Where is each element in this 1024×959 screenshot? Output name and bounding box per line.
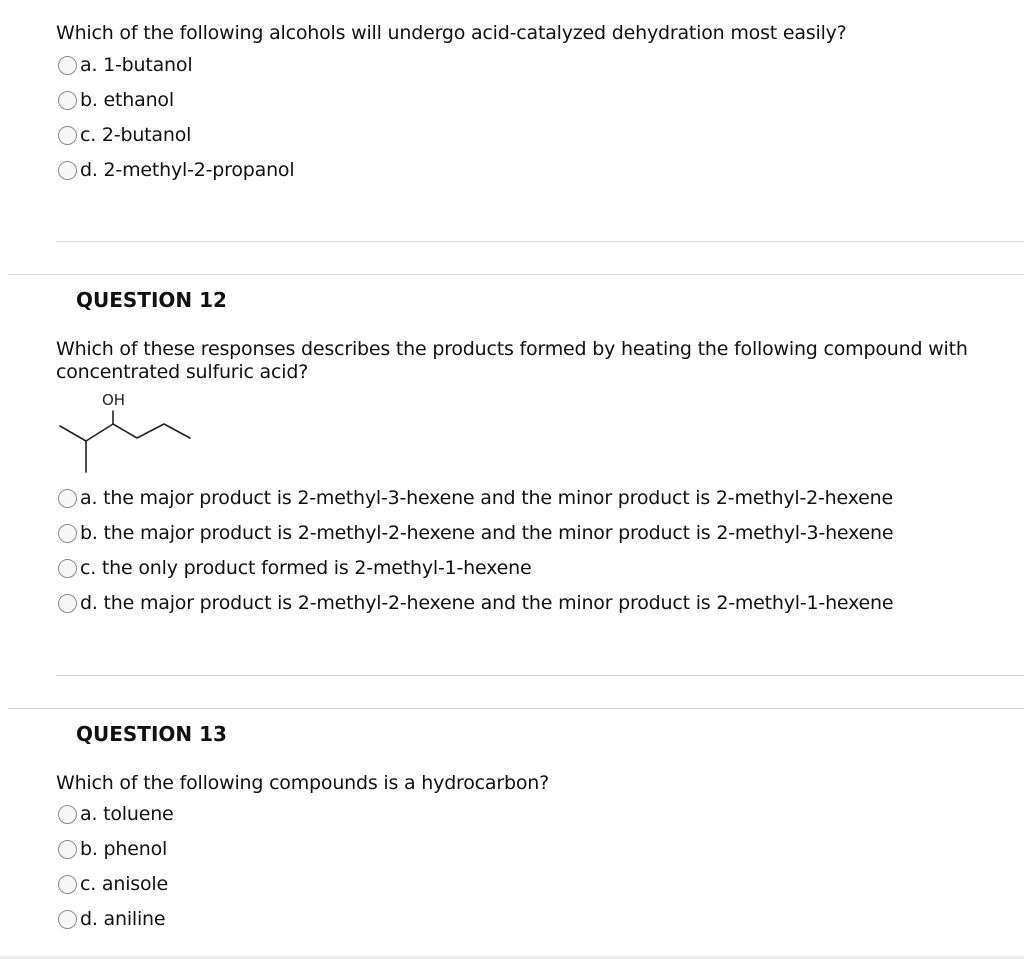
chemical-structure-image bbox=[56, 386, 206, 478]
option-label: c. 2-butanol bbox=[80, 124, 192, 146]
q11-option-c[interactable] bbox=[58, 123, 191, 147]
radio-button[interactable] bbox=[58, 840, 77, 859]
radio-button[interactable] bbox=[58, 910, 77, 929]
radio-button[interactable] bbox=[58, 489, 77, 508]
question-13-heading: QUESTION 13 bbox=[76, 722, 227, 746]
q13-option-c[interactable] bbox=[58, 872, 168, 896]
option-label: a. 1-butanol bbox=[80, 54, 193, 76]
option-label: b. ethanol bbox=[80, 89, 174, 111]
radio-button[interactable] bbox=[58, 126, 77, 145]
question-13-prompt: Which of the following compounds is a hydrocarbon? bbox=[56, 772, 549, 794]
q13-option-b[interactable] bbox=[58, 837, 167, 861]
radio-button[interactable] bbox=[58, 56, 77, 75]
radio-button[interactable] bbox=[58, 91, 77, 110]
option-label: d. aniline bbox=[80, 908, 166, 930]
option-label: a. toluene bbox=[80, 803, 174, 825]
question-separator bbox=[8, 274, 1024, 275]
option-label: c. anisole bbox=[80, 873, 168, 895]
radio-button[interactable] bbox=[58, 559, 77, 578]
question-12-heading: QUESTION 12 bbox=[76, 288, 227, 312]
hydroxyl-label: OH bbox=[102, 391, 126, 409]
radio-button[interactable] bbox=[58, 805, 77, 824]
divider bbox=[56, 241, 1024, 242]
page-bottom-edge bbox=[0, 954, 1024, 959]
option-label: d. the major product is 2-methyl-2-hexene and the minor product is 2-methyl-1-hexene bbox=[80, 592, 894, 614]
option-label: b. the major product is 2-methyl-2-hexene and the minor product is 2-methyl-3-hexene bbox=[80, 522, 894, 544]
question-11-prompt: Which of the following alcohols will undergo acid-catalyzed dehydration most easily? bbox=[56, 22, 847, 44]
divider bbox=[56, 675, 1024, 676]
q12-option-c[interactable] bbox=[58, 556, 531, 580]
radio-button[interactable] bbox=[58, 524, 77, 543]
option-label: d. 2-methyl-2-propanol bbox=[80, 159, 295, 181]
option-label: a. the major product is 2-methyl-3-hexene and the minor product is 2-methyl-2-hexene bbox=[80, 487, 893, 509]
q11-option-d[interactable] bbox=[58, 158, 294, 182]
q12-option-a[interactable] bbox=[58, 486, 893, 510]
q13-option-a[interactable] bbox=[58, 802, 174, 826]
q11-option-b[interactable] bbox=[58, 88, 174, 112]
radio-button[interactable] bbox=[58, 875, 77, 894]
option-label: b. phenol bbox=[80, 838, 168, 860]
q12-option-b[interactable] bbox=[58, 521, 893, 545]
radio-button[interactable] bbox=[58, 594, 77, 613]
option-label: c. the only product formed is 2-methyl-1-hexene bbox=[80, 557, 532, 579]
q11-option-a[interactable] bbox=[58, 53, 192, 77]
question-separator bbox=[8, 708, 1024, 709]
q13-option-d[interactable] bbox=[58, 907, 165, 931]
q12-option-d[interactable] bbox=[58, 591, 893, 615]
radio-button[interactable] bbox=[58, 161, 77, 180]
question-12-prompt: Which of these responses describes the products formed by heating the following compound with concentrated sulfuric acid? bbox=[56, 338, 968, 383]
